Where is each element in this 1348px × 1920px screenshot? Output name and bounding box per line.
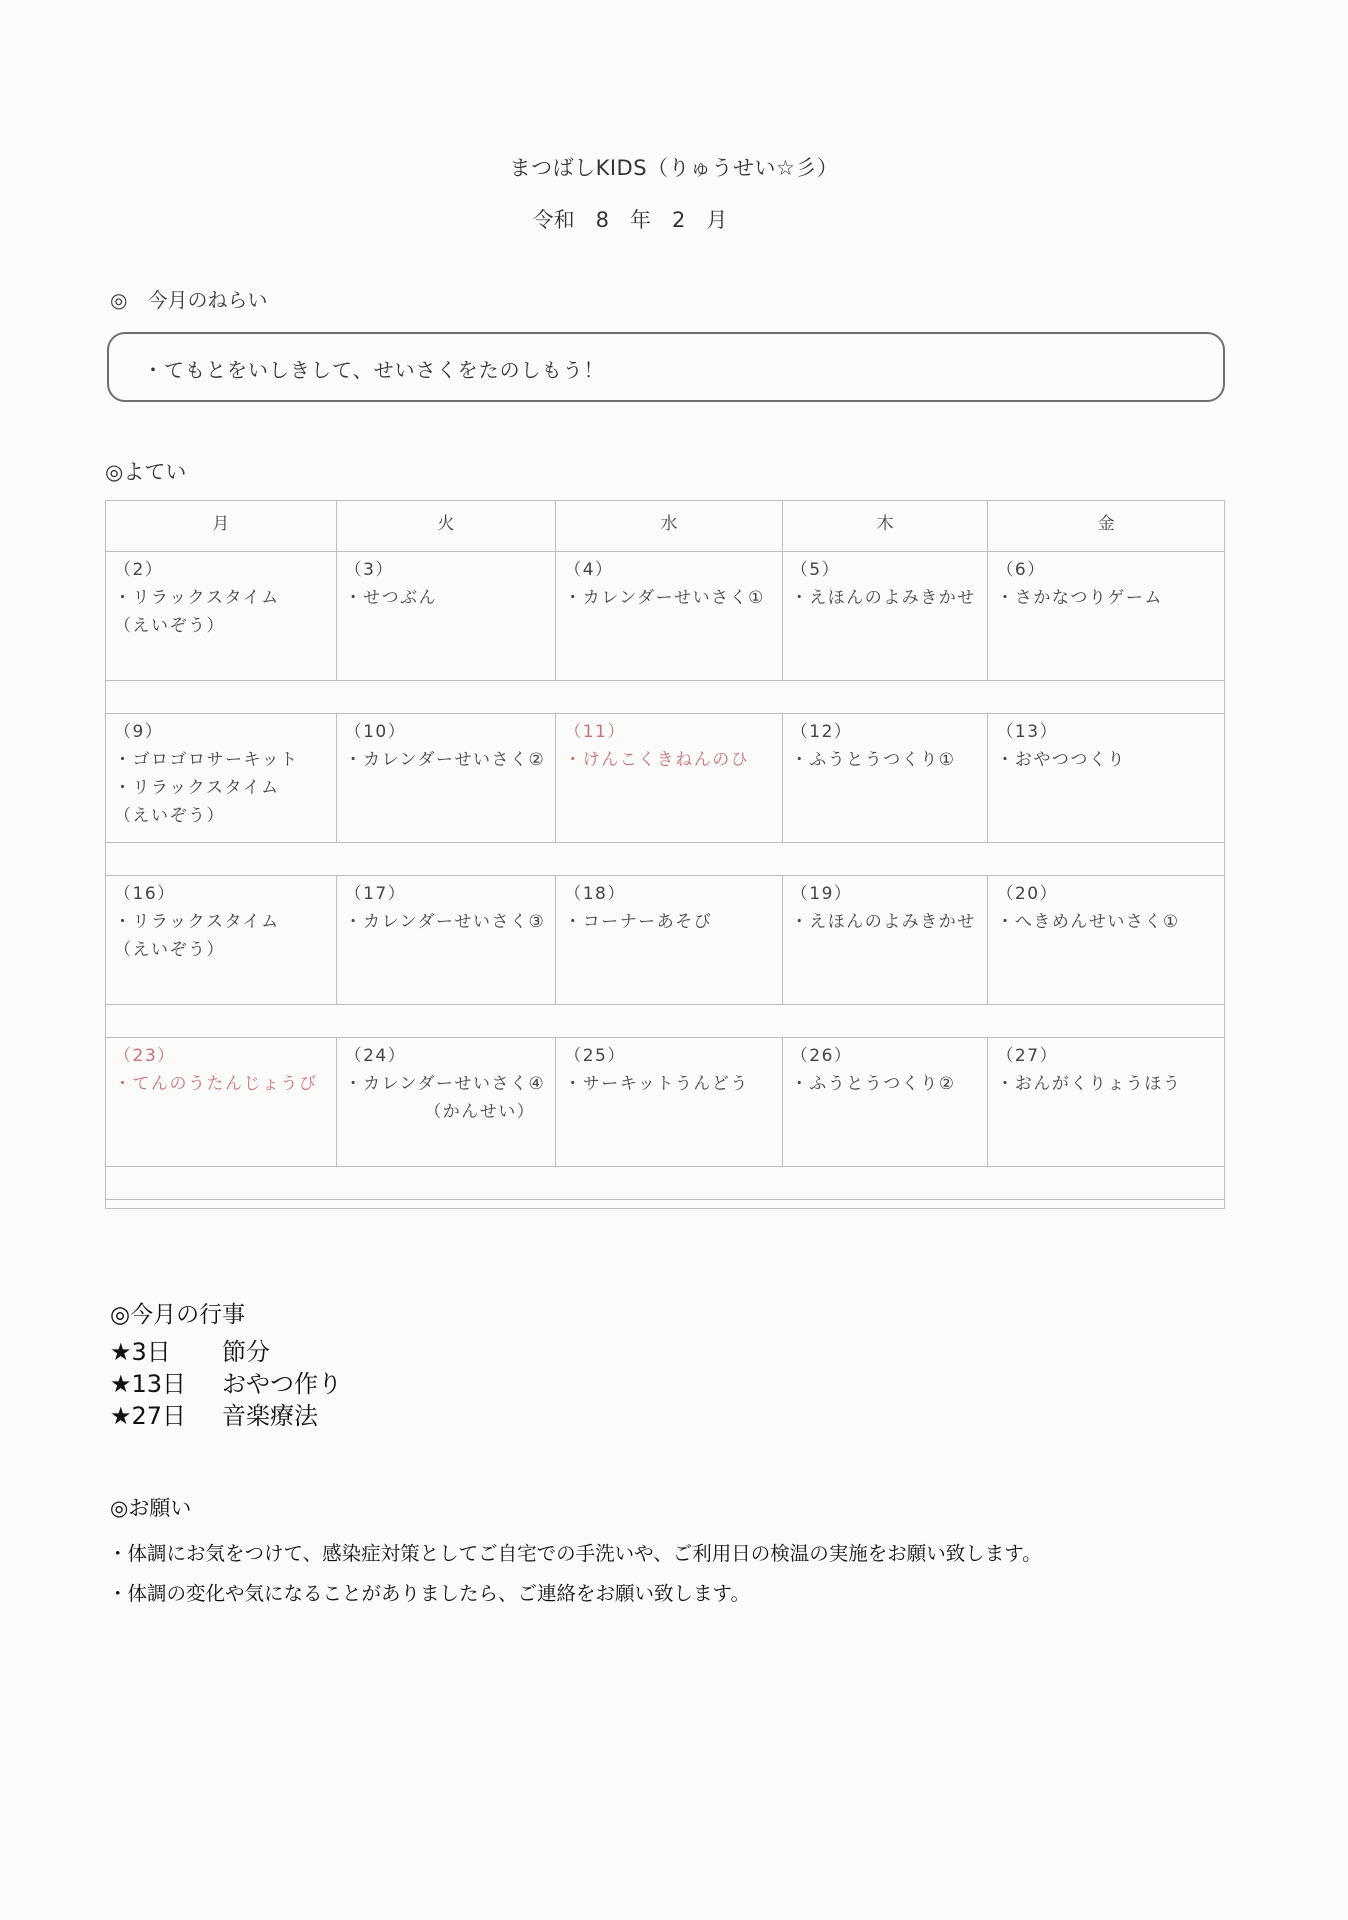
event-name: 音楽療法 <box>222 1402 318 1430</box>
calendar-day-cell-mon <box>106 552 337 680</box>
calendar-day-cell-thu <box>783 1038 989 1166</box>
request-item: ・体調の変化や気になることがありましたら、ご連絡をお願い致します。 <box>108 1582 750 1605</box>
calendar-day-cell-mon <box>106 714 337 842</box>
weekday-wed: 水 <box>556 501 783 551</box>
calendar-day-cell-tue <box>337 552 557 680</box>
event-day: ★13日 <box>110 1370 187 1398</box>
activity-text: ・ゴロゴロサーキット <box>114 750 299 770</box>
calendar-week-row <box>106 1038 1224 1167</box>
weekday-fri: 金 <box>1097 514 1115 534</box>
document-date: 令和 8 年 2 月 <box>532 208 728 232</box>
weekday-header-row <box>106 501 1224 552</box>
day-number: （16） <box>114 884 176 904</box>
day-number: （10） <box>344 722 407 742</box>
schedule-calendar <box>105 500 1225 1209</box>
activity-text: ・カレンダーせいさく④ <box>344 1074 546 1094</box>
activity-text: ・リラックスタイム <box>114 778 280 798</box>
activity-text: ・えほんのよみきかせ <box>790 588 976 608</box>
requests-list <box>108 1534 1042 1614</box>
document-title: まつばしKIDS（りゅうせい☆彡） <box>509 156 839 180</box>
calendar-day-cell-wed <box>556 552 783 680</box>
day-number: （12） <box>790 722 853 742</box>
activity-text: ・へきめんせいさく① <box>996 912 1180 932</box>
activity-text: ・カレンダーせいさく③ <box>344 912 546 932</box>
calendar-day-cell-thu <box>783 714 989 842</box>
calendar-day-cell-tue <box>337 1038 557 1166</box>
plan-heading: ◎よてい <box>105 460 187 484</box>
requests-heading: ◎お願い <box>110 1496 192 1520</box>
event-item <box>110 1336 342 1368</box>
day-number: （20） <box>996 884 1059 904</box>
aim-box <box>107 332 1225 402</box>
day-number: （11） <box>564 722 626 742</box>
aim-heading: ◎ 今月のねらい <box>110 288 268 312</box>
calendar-week-row <box>106 552 1224 681</box>
day-number: （2） <box>114 560 164 580</box>
activity-text: ・カレンダーせいさく② <box>344 750 546 770</box>
event-name: 節分 <box>222 1338 270 1366</box>
activity-text: ・おやつつくり <box>996 750 1126 770</box>
calendar-day-cell-fri <box>988 714 1224 842</box>
week-spacer-row <box>106 1167 1224 1200</box>
events-heading: ◎今月の行事 <box>110 1302 246 1328</box>
day-number: （13） <box>996 722 1059 742</box>
activity-text: ・えほんのよみきかせ <box>790 912 976 932</box>
calendar-day-cell-wed <box>556 714 783 842</box>
calendar-day-cell-fri <box>988 552 1224 680</box>
day-number: （17） <box>344 884 407 904</box>
activity-text: ・てんのうたんじょうび <box>114 1074 318 1094</box>
activity-text: ・サーキットうんどう <box>564 1074 749 1094</box>
day-number: （4） <box>564 560 614 580</box>
day-number: （27） <box>996 1046 1059 1066</box>
day-number: （18） <box>564 884 626 904</box>
activity-text: ・コーナーあそび <box>564 912 713 932</box>
day-number: （5） <box>790 560 841 580</box>
request-item: ・体調にお気をつけて、感染症対策としてご自宅での手洗いや、ご利用日の検温の実施をお願い致します。 <box>108 1542 1042 1565</box>
event-name: おやつ作り <box>222 1370 342 1398</box>
calendar-week-row <box>106 876 1224 1005</box>
activity-text: ・ふうとうつくり① <box>790 750 956 770</box>
day-number: （6） <box>996 560 1046 580</box>
event-day: ★27日 <box>110 1402 187 1430</box>
day-number: （3） <box>344 560 394 580</box>
week-spacer-row <box>106 843 1224 876</box>
calendar-day-cell-wed <box>556 1038 783 1166</box>
activity-text: （えいぞう） <box>114 616 225 636</box>
week-spacer-row <box>106 1005 1224 1038</box>
activity-text: ・さかなつりゲーム <box>996 588 1163 608</box>
activity-text: （えいぞう） <box>114 940 225 960</box>
event-item <box>110 1400 342 1432</box>
day-number: （24） <box>344 1046 407 1066</box>
events-list <box>110 1336 342 1432</box>
day-number: （26） <box>790 1046 853 1066</box>
activity-text: ・カレンダーせいさく① <box>564 588 765 608</box>
activity-text: ・ふうとうつくり② <box>790 1074 956 1094</box>
calendar-day-cell-fri <box>988 1038 1224 1166</box>
activity-text: ・せつぶん <box>344 588 438 608</box>
calendar-day-cell-tue <box>337 714 557 842</box>
activity-text: ・おんがくりょうほう <box>996 1074 1182 1094</box>
event-day: ★3日 <box>110 1338 171 1366</box>
calendar-day-cell-thu <box>783 876 989 1004</box>
activity-text: ・けんこくきねんのひ <box>564 750 750 770</box>
day-number: （23） <box>114 1046 176 1066</box>
activity-text: ・リラックスタイム <box>114 588 280 608</box>
activity-text: （えいぞう） <box>114 806 225 826</box>
calendar-day-cell-mon <box>106 876 337 1004</box>
calendar-day-cell-tue <box>337 876 557 1004</box>
day-number: （9） <box>114 722 164 742</box>
event-item <box>110 1368 342 1400</box>
calendar-day-cell-mon <box>106 1038 337 1166</box>
activity-text: （かんせい） <box>424 1102 536 1122</box>
day-number: （25） <box>564 1046 626 1066</box>
calendar-day-cell-wed <box>556 876 783 1004</box>
calendar-day-cell-fri <box>988 876 1224 1004</box>
day-number: （19） <box>790 884 853 904</box>
weekday-mon: 月 <box>106 501 337 551</box>
week-spacer-row <box>106 681 1224 714</box>
weekday-tue: 火 <box>337 501 557 551</box>
weekday-thu: 木 <box>783 501 989 551</box>
aim-text: ・てもとをいしきして、せいさくをたのしもう！ <box>143 358 605 382</box>
calendar-bottom-strip <box>106 1200 1224 1208</box>
calendar-day-cell-thu <box>783 552 989 680</box>
calendar-week-row <box>106 714 1224 843</box>
activity-text: ・リラックスタイム <box>114 912 280 932</box>
